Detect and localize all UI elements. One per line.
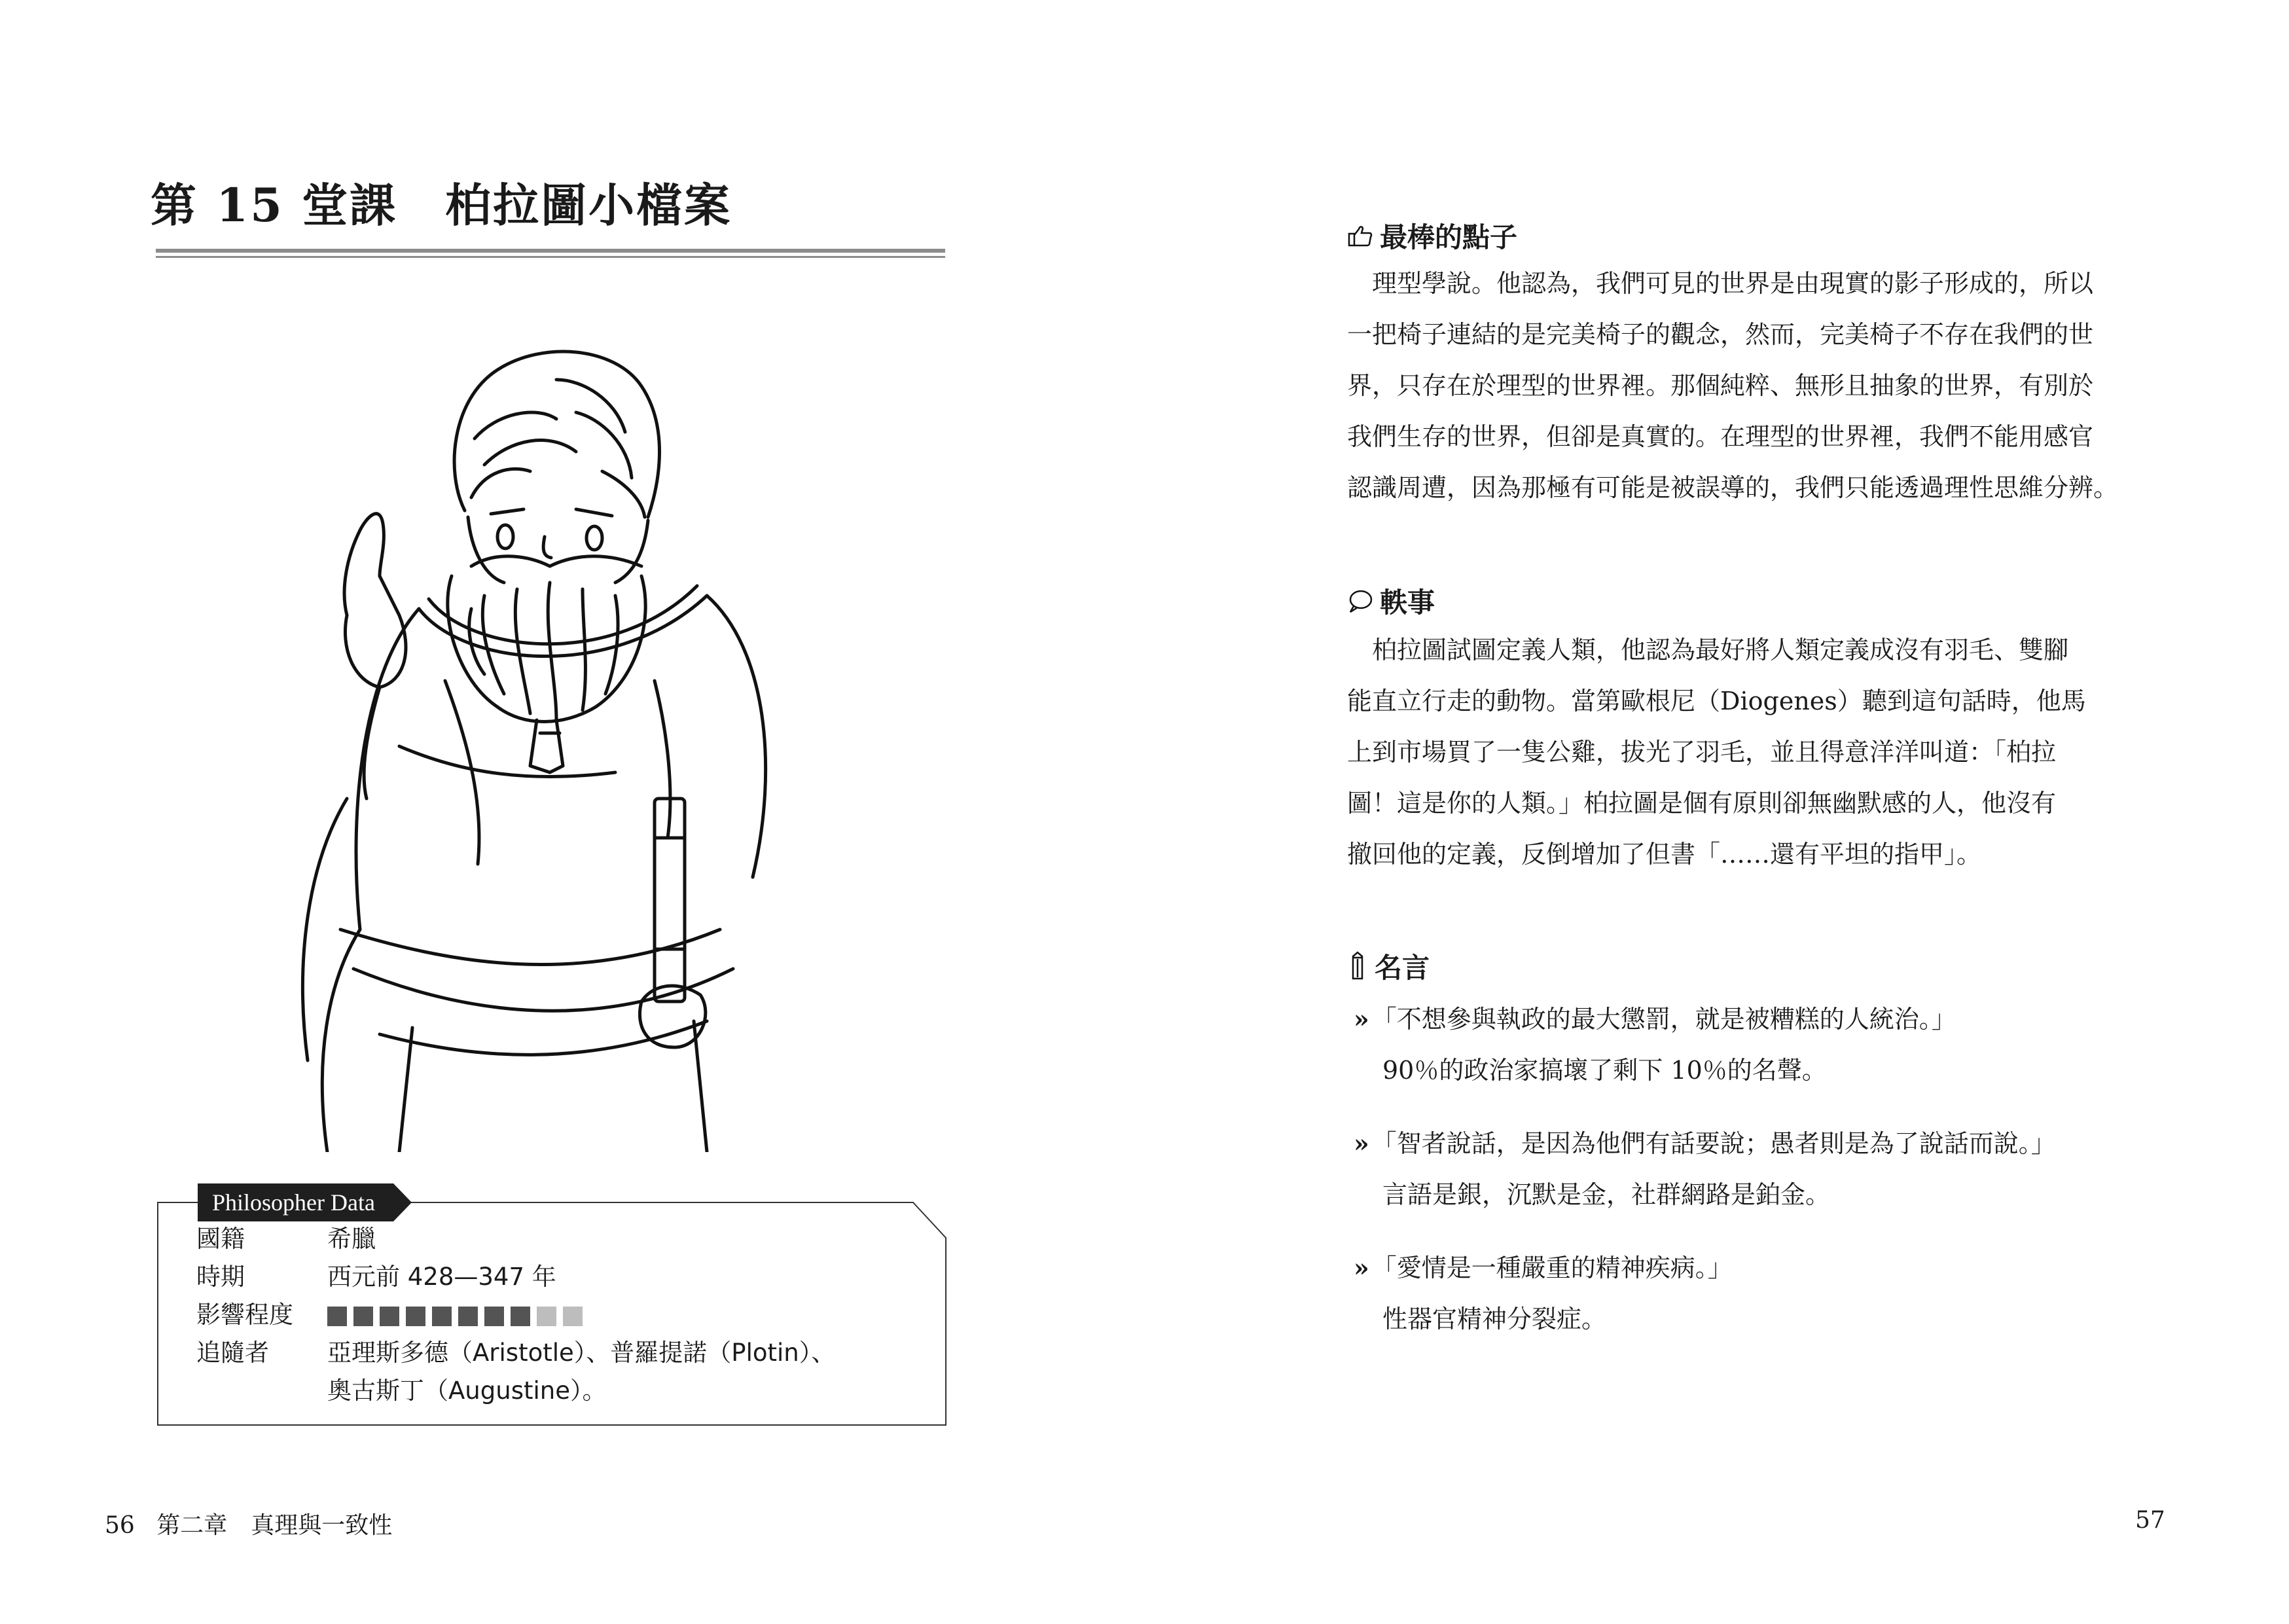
philosopher-data-tab: Philosopher Data xyxy=(198,1183,393,1221)
text-line: 圖！這是你的人類。」柏拉圖是個有原則卻無幽默感的人，他沒有 xyxy=(1347,789,2057,818)
anecdote-title: 軼事 xyxy=(1380,586,1435,619)
data-key: 國籍 xyxy=(196,1225,245,1253)
plato-illustration xyxy=(249,340,825,1152)
influence-square-filled xyxy=(484,1307,504,1326)
quote-1 xyxy=(1354,999,1956,1035)
best-idea-heading xyxy=(1347,216,1517,255)
text-line: 能直立行走的動物。當第歐根尼（Diogenes）聽到這句話時，他馬 xyxy=(1347,687,2086,715)
influence-square-empty xyxy=(537,1307,556,1326)
data-key: 時期 xyxy=(196,1263,245,1291)
influence-square-filled xyxy=(406,1307,425,1326)
page-number: 56 xyxy=(105,1512,135,1539)
quote-marker: » xyxy=(1354,1128,1369,1158)
influence-square-filled xyxy=(511,1307,530,1326)
influence-square-filled xyxy=(458,1307,478,1326)
anecdote-text xyxy=(1347,624,2146,880)
quote-marker: » xyxy=(1354,1253,1369,1282)
quote-3 xyxy=(1354,1248,1733,1284)
data-value: 希臘 xyxy=(327,1225,376,1253)
influence-square-filled xyxy=(353,1307,373,1326)
quote-text: 「愛情是一種嚴重的精神疾病。」 xyxy=(1371,1254,1733,1282)
data-value: 亞理斯多德（Aristotle）、普羅提諾（Plotin）、 xyxy=(327,1339,836,1367)
text-line: 理型學說。他認為，我們可見的世界是由現實的影子形成的，所以 xyxy=(1372,269,2094,298)
text-line: 柏拉圖試圖定義人類，他認為最好將人類定義成沒有羽毛、雙腳 xyxy=(1372,636,2069,664)
influence-square-filled xyxy=(380,1307,399,1326)
speech-bubble-icon xyxy=(1347,588,1373,614)
text-line: 認識周遭，因為那極有可能是被誤導的，我們只能透過理性思維分辨。 xyxy=(1347,473,2119,502)
right-folio: 57 xyxy=(2135,1507,2165,1534)
running-chapter: 第二章 真理與一致性 xyxy=(156,1512,393,1539)
text-line: 界，只存在於理型的世界裡。那個純粹、無形且抽象的世界，有別於 xyxy=(1347,371,2094,400)
thumbs-up-icon xyxy=(1347,223,1373,249)
quotes-title: 名言 xyxy=(1375,952,1430,984)
text-line: 上到市場買了一隻公雞，拔光了羽毛，並且得意洋洋叫道：「柏拉 xyxy=(1347,738,2057,767)
text-line: 我們生存的世界，但卻是真實的。在理型的世界裡，我們不能用感官 xyxy=(1347,422,2094,451)
best-idea-title: 最棒的點子 xyxy=(1380,221,1518,253)
data-key: 影響程度 xyxy=(196,1301,293,1329)
influence-square-filled xyxy=(327,1307,347,1326)
text-line: 撤回他的定義，反倒增加了但書「……還有平坦的指甲」。 xyxy=(1347,840,1982,869)
anecdote-heading xyxy=(1347,581,1435,621)
influence-meter xyxy=(327,1297,589,1333)
left-folio xyxy=(105,1507,392,1540)
lesson-title: 第 15 堂課 柏拉圖小檔案 xyxy=(151,178,732,232)
quote-2 xyxy=(1354,1123,2056,1159)
data-value: 奧古斯丁（Augustine）。 xyxy=(327,1377,607,1405)
quote-marker: » xyxy=(1354,1004,1369,1034)
data-value: 西元前 428—347 年 xyxy=(327,1263,556,1291)
quote-text: 「不想參與執政的最大懲罰，就是被糟糕的人統治。」 xyxy=(1371,1005,1956,1034)
title-rule xyxy=(156,249,945,259)
best-idea-text xyxy=(1347,258,2146,513)
quotes-heading xyxy=(1347,947,1430,986)
quote-1-comment: 90％的政治家搞壞了剩下 10％的名聲。 xyxy=(1382,1056,1827,1085)
data-key: 追隨者 xyxy=(196,1339,269,1367)
influence-square-filled xyxy=(432,1307,452,1326)
quote-text: 「智者說話，是因為他們有話要說；愚者則是為了說話而說。」 xyxy=(1371,1129,2056,1158)
influence-square-empty xyxy=(563,1307,583,1326)
quote-3-comment: 性器官精神分裂症。 xyxy=(1382,1305,1607,1333)
pencil-icon xyxy=(1347,951,1368,981)
text-line: 一把椅子連結的是完美椅子的觀念，然而，完美椅子不存在我們的世 xyxy=(1347,320,2094,349)
quote-2-comment: 言語是銀，沉默是金，社群網路是鉑金。 xyxy=(1382,1180,1831,1209)
